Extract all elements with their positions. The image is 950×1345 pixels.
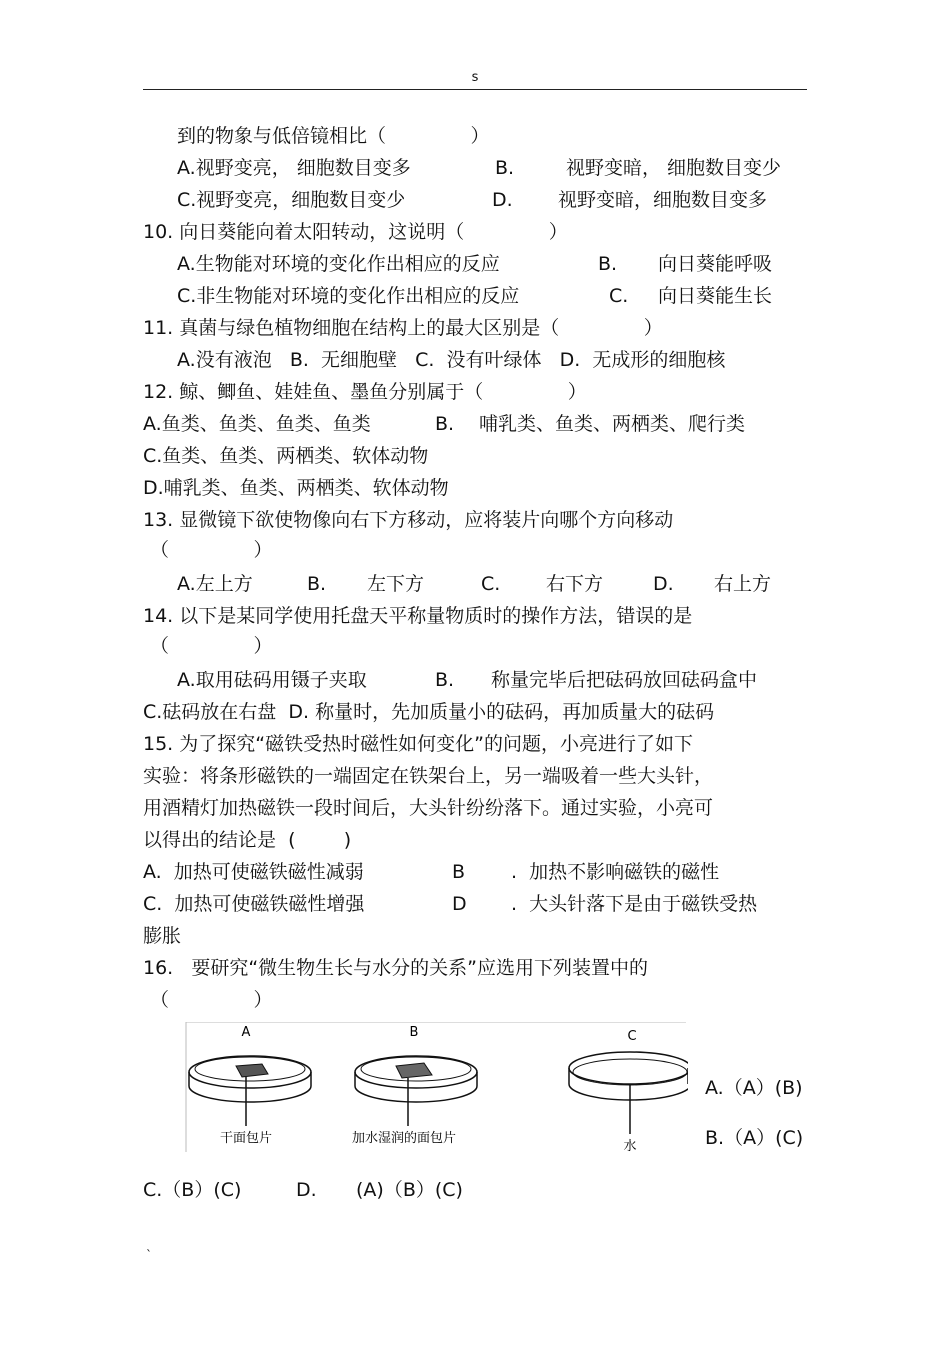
q15-stem-1: 15. 为了探究“磁铁受热时磁性如何变化”的问题，小亮进行了如下 xyxy=(143,733,693,755)
dish-b xyxy=(352,1025,477,1146)
q15-stem-4: 以得出的结论是 ( ) xyxy=(143,829,352,851)
q16-blank: （ ） xyxy=(150,989,273,1011)
q9-stem-cont: 到的物象与低倍镜相比（ ） xyxy=(177,125,490,147)
q10-option-b-text: 向日葵能呼吸 xyxy=(658,253,773,275)
q12-option-c: C.鱼类、鱼类、两栖类、软体动物 xyxy=(143,445,429,467)
q12-option-b-letter: B. xyxy=(435,413,455,435)
dish-a xyxy=(189,1025,311,1146)
q15-option-c: C. 加热可使磁铁磁性增强 xyxy=(143,893,365,915)
q14-blank: （ ） xyxy=(150,635,273,657)
q12-stem: 12. 鲸、鲫鱼、娃娃鱼、墨鱼分别属于（ ） xyxy=(143,381,587,403)
q11-stem: 11. 真菌与绿色植物细胞在结构上的最大区别是（ ） xyxy=(143,317,663,339)
q9-option-a: A.视野变亮， 细胞数目变多 xyxy=(177,157,411,179)
q16-stem: 16. 要研究“微生物生长与水分的关系”应选用下列装置中的 xyxy=(143,957,649,979)
q13-option-d-letter: D. xyxy=(653,573,674,595)
q13-blank: （ ） xyxy=(150,539,273,561)
q12-option-d: D.哺乳类、鱼类、两栖类、软体动物 xyxy=(143,477,449,499)
q13-option-b-text: 左下方 xyxy=(367,573,425,595)
q14-option-a: A.取用砝码用镊子夹取 xyxy=(177,669,367,691)
dish-c-label: C xyxy=(627,1029,637,1044)
q9-option-b-text: 视野变暗， 细胞数目变少 xyxy=(566,157,782,179)
header-rule xyxy=(143,89,807,90)
q15-option-b-text: . 加热不影响磁铁的磁性 xyxy=(511,861,720,883)
q15-option-a: A. 加热可使磁铁磁性减弱 xyxy=(143,861,364,883)
q16-option-b: B.（A）(C) xyxy=(705,1127,804,1149)
q16-option-d-text: (A)（B）(C) xyxy=(356,1179,463,1201)
dish-c xyxy=(569,1029,688,1154)
q9-option-b-letter: B. xyxy=(495,157,515,179)
q14-option-b-text: 称量完毕后把砝码放回砝码盒中 xyxy=(491,669,758,691)
petri-dish-figure xyxy=(184,1022,688,1154)
q16-option-d-letter: D. xyxy=(296,1179,317,1201)
q15-stem-2: 实验：将条形磁铁的一端固定在铁架台上，另一端吸着一些大头针， xyxy=(143,765,714,787)
dish-a-label: A xyxy=(241,1025,251,1040)
dish-b-caption: 加水湿润的面包片 xyxy=(351,1131,457,1146)
q13-stem: 13. 显微镜下欲使物像向右下方移动，应将装片向哪个方向移动 xyxy=(143,509,674,531)
q15-option-d-text: . 大头针落下是由于磁铁受热 xyxy=(511,893,758,915)
q9-option-d-text: 视野变暗，细胞数目变多 xyxy=(558,189,768,211)
q13-option-b-letter: B. xyxy=(307,573,327,595)
q15-stem-3: 用酒精灯加热磁铁一段时间后，大头针纷纷落下。通过实验，小亮可 xyxy=(143,797,714,819)
q11-options: A.没有液泡 B. 无细胞壁 C. 没有叶绿体 D. 无成形的细胞核 xyxy=(177,349,726,371)
q13-option-a: A.左上方 xyxy=(177,573,253,595)
q10-option-d-text: 向日葵能生长 xyxy=(658,285,773,307)
q10-stem: 10. 向日葵能向着太阳转动，这说明（ ） xyxy=(143,221,568,243)
q13-option-c-letter: C. xyxy=(481,573,501,595)
q10-option-c: C.非生物能对环境的变化作出相应的反应 xyxy=(177,285,520,307)
page-footer-mark: ` xyxy=(146,1248,152,1262)
q10-option-a: A.生物能对环境的变化作出相应的反应 xyxy=(177,253,500,275)
q12-option-b-text: 哺乳类、鱼类、两栖类、爬行类 xyxy=(479,413,746,435)
q14-options-cd: C.砝码放在右盘 D. 称量时，先加质量小的砝码，再加质量大的砝码 xyxy=(143,701,715,723)
q12-option-a: A.鱼类、鱼类、鱼类、鱼类 xyxy=(143,413,371,435)
q9-option-c: C.视野变亮，细胞数目变少 xyxy=(177,189,406,211)
q15-option-d-cont: 膨胀 xyxy=(143,925,182,947)
q16-option-a: A.（A）(B) xyxy=(705,1077,803,1099)
q14-option-b-letter: B. xyxy=(435,669,455,691)
dish-c-caption: 水 xyxy=(623,1139,637,1154)
q15-option-d-letter: D xyxy=(452,893,467,915)
q13-option-c-text: 右下方 xyxy=(546,573,604,595)
q16-option-c: C.（B）(C) xyxy=(143,1179,242,1201)
q13-option-d-text: 右上方 xyxy=(714,573,772,595)
q14-stem: 14. 以下是某同学使用托盘天平称量物质时的操作方法，错误的是 xyxy=(143,605,693,627)
q10-option-b-letter: B. xyxy=(598,253,618,275)
q10-option-d-letter: C. xyxy=(609,285,629,307)
q9-option-d-letter: D. xyxy=(492,189,513,211)
q15-option-b-letter: B xyxy=(452,861,466,883)
page-header-mark: s xyxy=(471,70,479,85)
dish-b-label: B xyxy=(409,1025,419,1040)
dish-a-caption: 干面包片 xyxy=(219,1131,273,1146)
